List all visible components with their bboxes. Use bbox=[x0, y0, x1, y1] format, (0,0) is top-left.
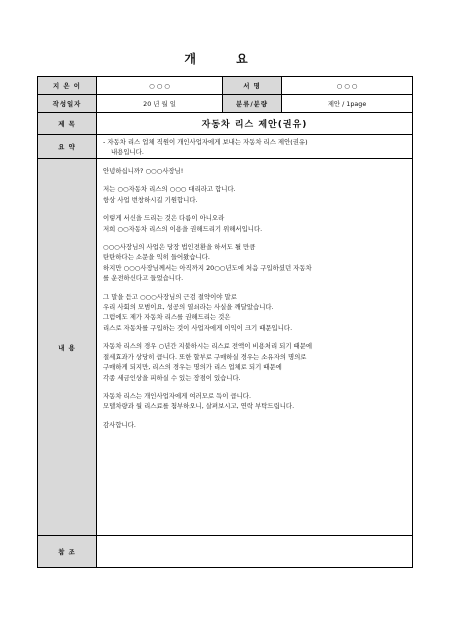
content-line: 를 운전하신다고 들었습니다. bbox=[103, 274, 184, 283]
date-value: 20 년 월 일 bbox=[97, 95, 223, 113]
author-value: ○ ○ ○ bbox=[97, 77, 223, 95]
content-line: 그 말을 듣고 ○○○사장님의 근검 절약이야 말로 bbox=[103, 292, 237, 301]
content-body bbox=[97, 159, 413, 536]
content-row bbox=[38, 159, 413, 536]
content-line: 저는 ○○자동차 리스의 ○○○ 대리라고 합니다. bbox=[103, 185, 236, 194]
content-line: 저희 ○○자동차 리스의 이용을 권해드리기 위해서입니다. bbox=[103, 224, 263, 233]
author-row bbox=[38, 77, 413, 95]
category-value: 제안 / 1page bbox=[282, 95, 413, 113]
summary-label: 요 약 bbox=[38, 135, 97, 159]
content-line: ○○○사장님의 사업은 당장 법인전환을 하셔도 될 만큼 bbox=[103, 243, 256, 252]
summary-text bbox=[97, 135, 413, 159]
content-line: 자동차 리스의 경우 ○년간 지불하시는 리스료 전액이 비용처리 되기 때문에 bbox=[103, 342, 313, 351]
content-line: 각종 세금인상을 피하실 수 있는 장점이 있습니다. bbox=[103, 373, 241, 382]
content-paragraph bbox=[103, 242, 406, 284]
summary-line: - 자동차 리스 업체 직원이 개인사업자에게 보내는 자동차 리스 제안(권유) bbox=[103, 137, 308, 146]
subject-row bbox=[38, 113, 413, 135]
summary-row bbox=[38, 135, 413, 159]
content-line: 탄탄하다는 소문을 익히 들어왔습니다. bbox=[103, 253, 210, 262]
content-paragraph bbox=[103, 341, 406, 383]
content-paragraph bbox=[103, 166, 406, 176]
content-line: 자동차 리스는 개인사업자에게 여러모로 득이 큽니다. bbox=[103, 391, 252, 400]
summary-line: 내용입니다. bbox=[111, 147, 144, 156]
document-title: 개 요 bbox=[184, 52, 266, 66]
subject-label: 제 목 bbox=[38, 113, 97, 135]
content-paragraph bbox=[103, 184, 406, 205]
content-line: 모델차량과 월 리스료를 첨부하오니, 살펴보시고, 연락 부탁드립니다. bbox=[103, 402, 295, 411]
content-line: 감사합니다. bbox=[103, 420, 136, 429]
date-row bbox=[38, 95, 413, 113]
subject-value: 자동차 리스 제안(권유) bbox=[97, 113, 413, 135]
signature-value: ○ ○ ○ bbox=[282, 77, 413, 95]
content-line: 하지만 ○○○사장님께서는 아직까지 20○○년도에 처음 구입하셨던 자동차 bbox=[103, 263, 312, 272]
content-line: 이렇게 서신을 드리는 것은 다름이 아니오라 bbox=[103, 214, 225, 223]
content-label: 내 용 bbox=[38, 159, 97, 536]
category-label: 분류/분량 bbox=[223, 95, 282, 113]
reference-value bbox=[97, 536, 413, 568]
content-line: 우리 사회의 모범이요, 성공의 열쇠라는 사실을 깨달았습니다. bbox=[103, 303, 274, 312]
content-line: 리스로 자동차를 구입하는 것이 사업자에게 이익이 크기 때문입니다. bbox=[103, 323, 293, 332]
signature-label: 서 명 bbox=[223, 77, 282, 95]
content-paragraph bbox=[103, 391, 406, 412]
content-line: 그럼에도 제가 자동차 리스를 권해드리는 것은 bbox=[103, 313, 231, 322]
reference-row bbox=[38, 536, 413, 568]
reference-label: 참 조 bbox=[38, 536, 97, 568]
content-line: 안녕하십니까? ○○○사장님! bbox=[103, 167, 184, 175]
author-label: 지 은 이 bbox=[38, 77, 97, 95]
content-line: 구매하게 되지만, 리스의 경우는 명의가 리스 업체로 되기 때문에 bbox=[103, 363, 282, 372]
content-paragraph bbox=[103, 292, 406, 334]
date-label: 작성일자 bbox=[38, 95, 97, 113]
content-line: 항상 사업 번창하시길 기원합니다. bbox=[103, 195, 198, 204]
content-paragraph bbox=[103, 213, 406, 234]
outline-table bbox=[37, 76, 413, 568]
content-line: 절세효과가 상당히 큽니다. 또한 할부로 구매하실 경우는 소유자의 명의로 bbox=[103, 352, 307, 361]
content-paragraph bbox=[103, 420, 406, 430]
